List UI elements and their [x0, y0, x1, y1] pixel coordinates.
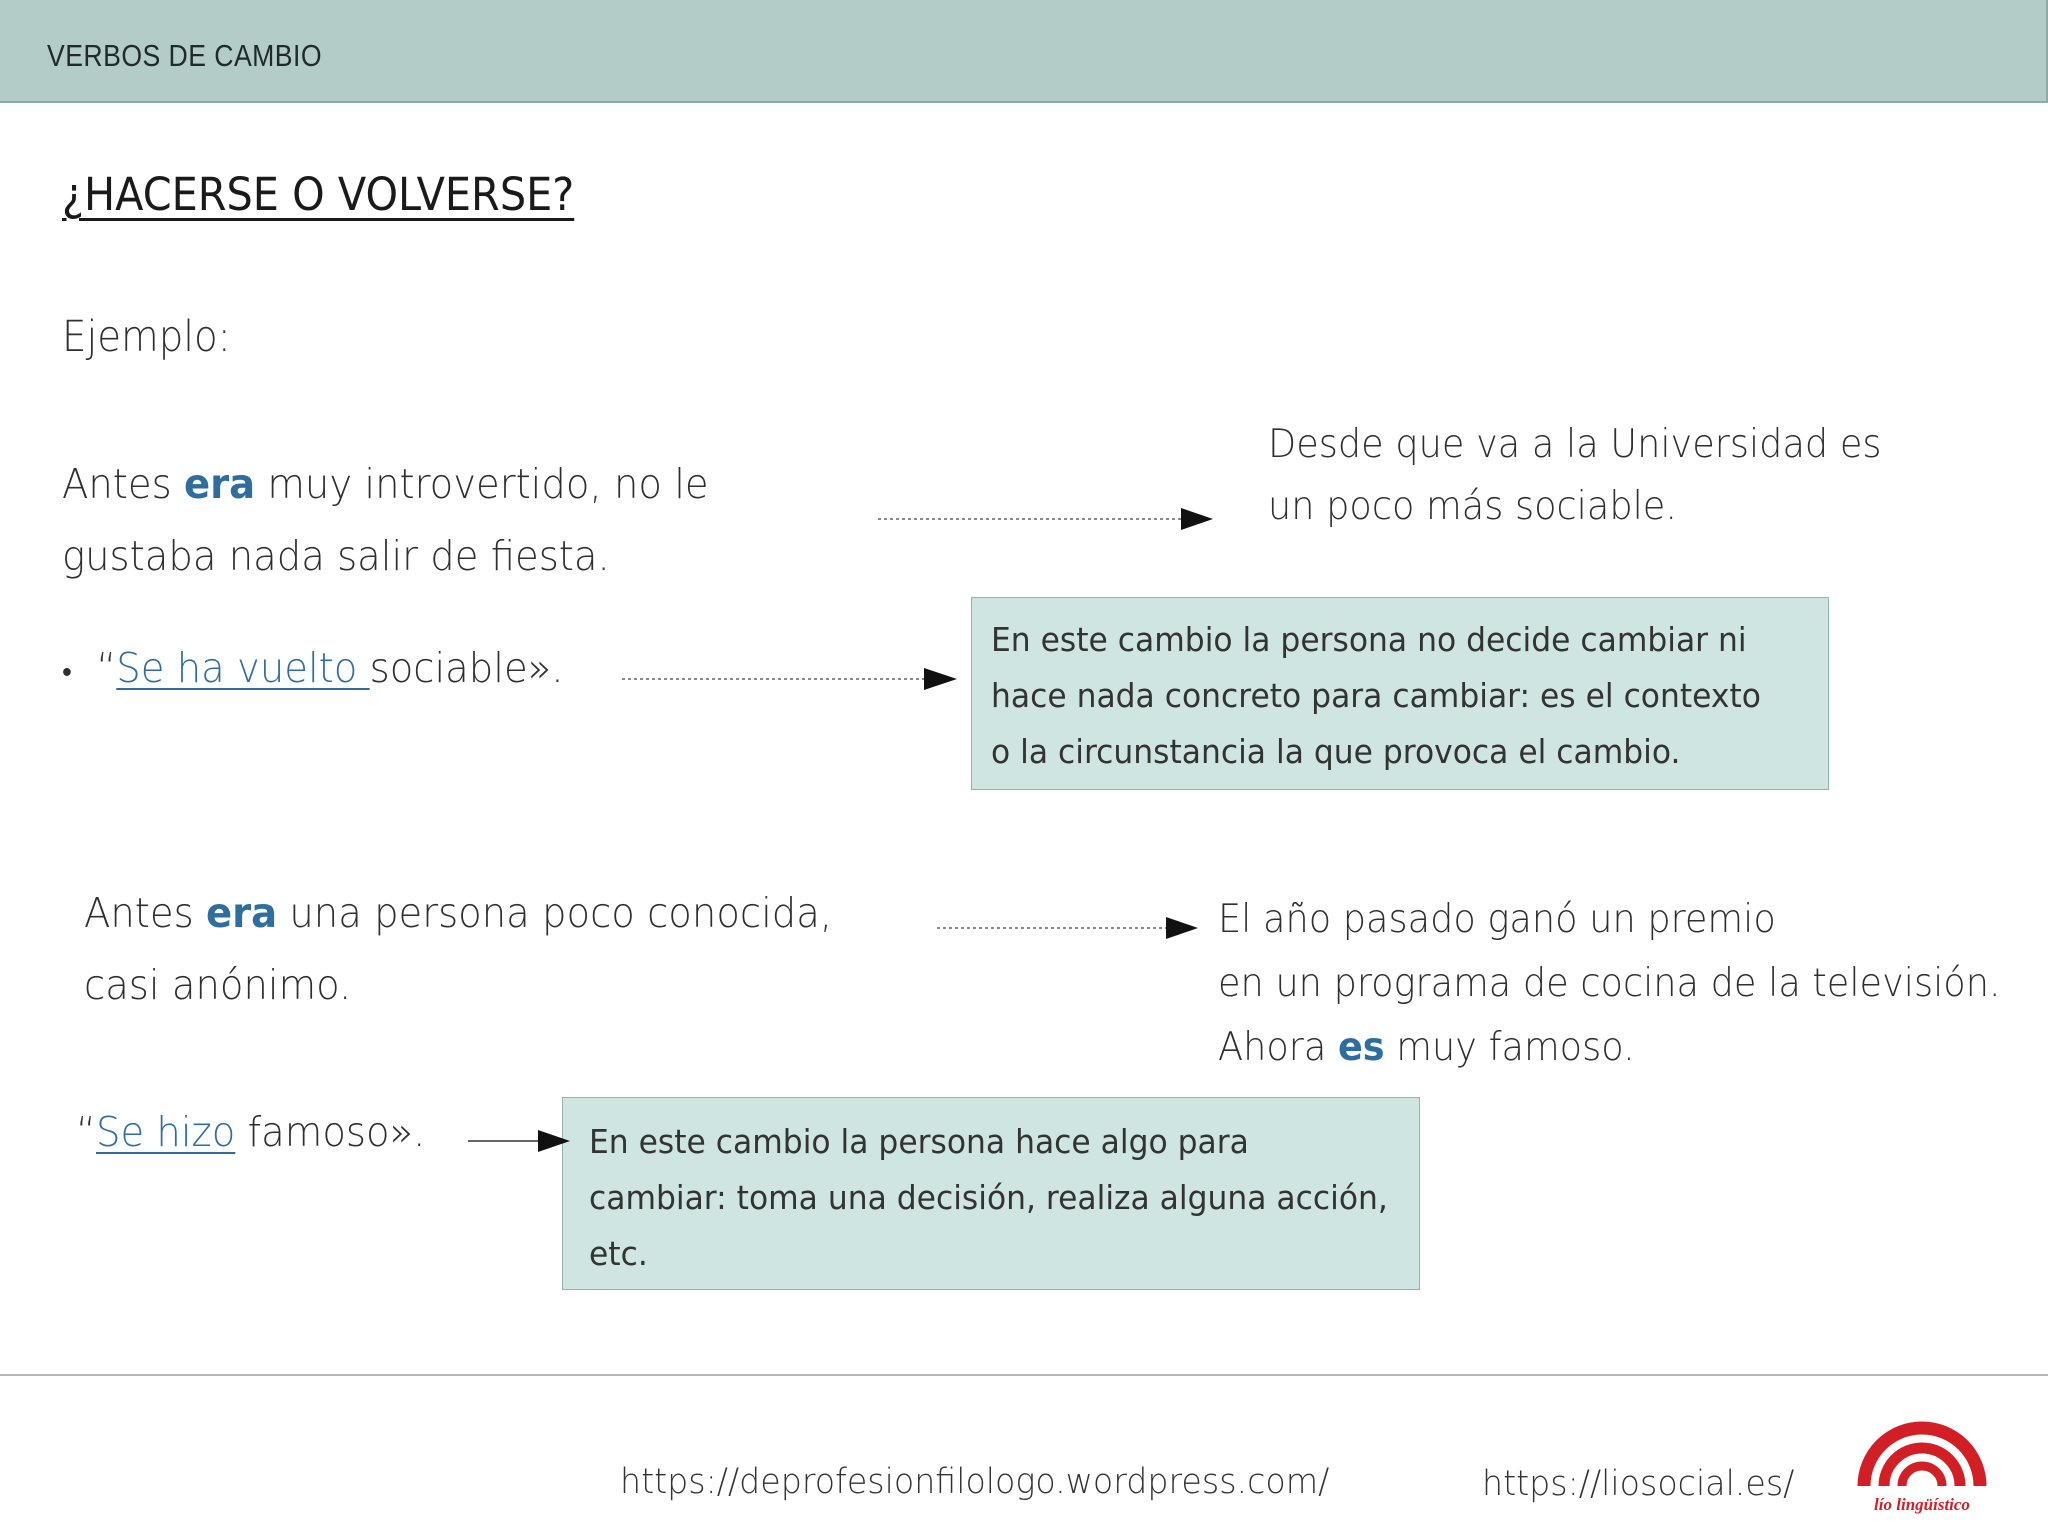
arrow-example1-box — [622, 668, 957, 690]
example1-right-line2: un poco más sociable. — [1268, 484, 1677, 529]
arrow-example2-box — [468, 1130, 570, 1152]
example2-left-line2: casi anónimo. — [84, 961, 352, 1009]
footer-link-wordpress[interactable]: https://deprofesionfilologo.wordpress.com/ — [620, 1462, 1330, 1502]
quote-open: “ — [96, 644, 117, 692]
example1-left-line2: gustaba nada salir de fiesta. — [62, 532, 610, 580]
section-title: ¿HACERSE O VOLVERSE? — [62, 168, 575, 221]
footer-link-liosocial[interactable]: https://liosocial.es/ — [1482, 1464, 1795, 1504]
note-line: En este cambio la persona hace algo para — [589, 1122, 1249, 1161]
note-line: o la circunstancia la que provoca el cambio. — [991, 732, 1681, 771]
footer-rule — [0, 1374, 2048, 1376]
text: Antes — [62, 460, 184, 508]
text: Antes — [84, 889, 206, 937]
bullet: • — [62, 655, 72, 690]
verb-es: es — [1337, 1025, 1385, 1070]
text: Ahora — [1218, 1025, 1338, 1070]
link-se-ha-vuelto[interactable]: Se ha vuelto — [116, 644, 370, 692]
header-title: VERBOS DE CAMBIO — [47, 38, 323, 73]
verb-era: era — [205, 889, 278, 937]
text: muy famoso. — [1384, 1025, 1635, 1070]
lio-linguistico-logo — [1852, 1388, 1992, 1516]
svg-text:lío lingüístico: lío lingüístico — [1874, 1495, 1970, 1514]
note-line: etc. — [589, 1234, 648, 1273]
note-line: hace nada concreto para cambiar: es el contexto — [991, 676, 1761, 715]
example-label: Ejemplo: — [62, 312, 231, 362]
note-line: En este cambio la persona no decide cambiar ni — [991, 620, 1747, 659]
text: una persona poco conocida, — [277, 889, 833, 937]
text: famoso». — [235, 1108, 426, 1156]
text: sociable». — [369, 644, 564, 692]
logo-arches-icon — [1852, 1388, 1992, 1516]
arrow-example1-top — [878, 508, 1213, 530]
text: muy introvertido, no le — [255, 460, 709, 508]
note-line: cambiar: toma una decisión, realiza alguna acción, — [589, 1178, 1388, 1217]
link-se-hizo[interactable]: Se hizo — [95, 1108, 236, 1156]
arrow-example2-top — [937, 917, 1198, 939]
quote-open: “ — [76, 1108, 96, 1156]
example1-right-line1: Desde que va a la Universidad es — [1268, 422, 1882, 467]
example2-right-line2: en un programa de cocina de la televisión. — [1218, 961, 2001, 1006]
verb-era: era — [183, 460, 256, 508]
example2-right-line1: El año pasado ganó un premio — [1218, 897, 1776, 942]
